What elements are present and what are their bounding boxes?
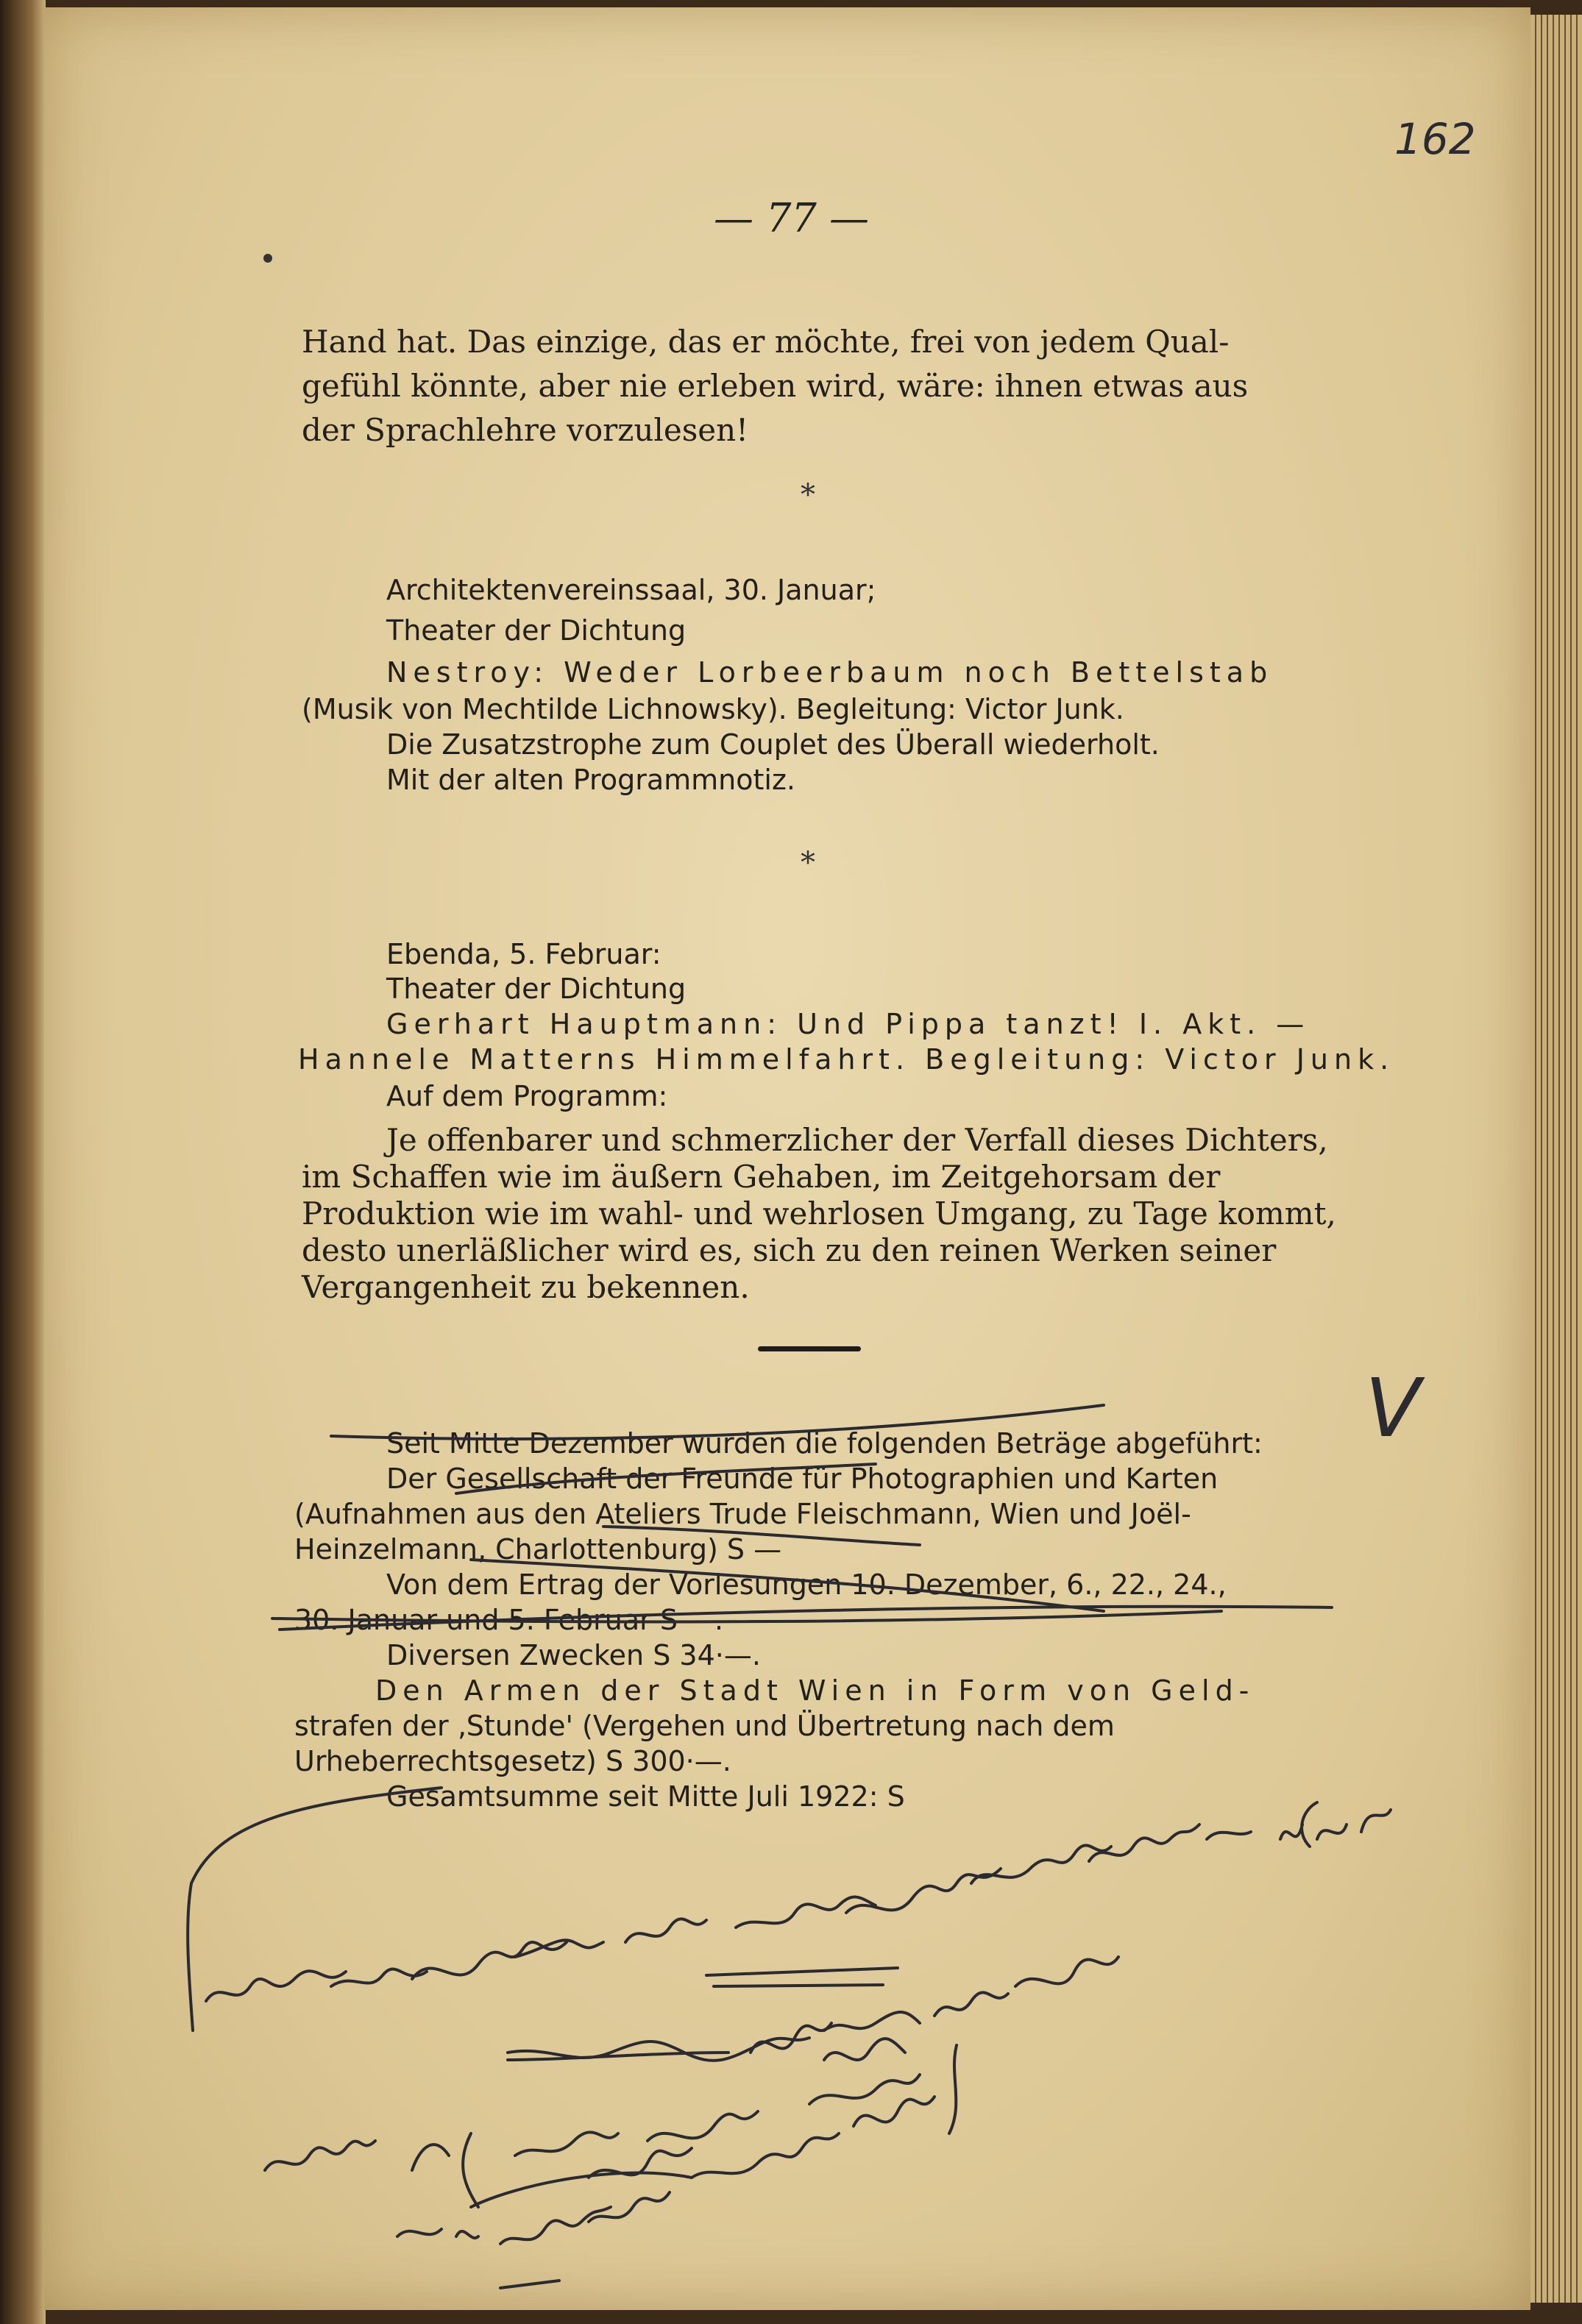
event1-note-2: Mit der alten Programmnotiz. [386,764,795,796]
para1-line-3: der Sprachlehre vorzulesen! [302,412,749,448]
donation-line-8: strafen der ‚Stunde' (Vergehen und Übertretung nach dem [294,1710,1115,1742]
donation-line-1: Der Gesellschaft der Freunde für Photographien und Karten [386,1463,1219,1495]
event2-program: Auf dem Programm: [386,1080,668,1112]
event1-note-1: Die Zusatzstrophe zum Couplet des Überall wiederholt. [386,728,1160,761]
event2-series: Theater der Dichtung [386,973,687,1005]
event1-venue: Architektenvereinssaal, 30. Januar; [386,574,876,606]
section-rule [758,1346,861,1351]
page-number: — 77 — [714,195,870,241]
donation-line-7: Den Armen der Stadt Wien in Form von Geld- [375,1674,1255,1707]
event1-series: Theater der Dichtung [386,614,687,647]
quote-line-2: im Schaffen wie im äußern Gehaben, im Zeitgehorsam der [302,1159,1221,1195]
para1-line-2: gefühl könnte, aber nie erleben wird, wäre: ihnen etwas aus [302,368,1249,404]
donation-line-3: Heinzelmann, Charlottenburg) S — [294,1533,782,1566]
donation-line-5: 30. Januar und 5. Februar S —. [294,1604,724,1636]
donation-line-9: Urheberrechtsgesetz) S 300·—. [294,1745,731,1777]
quote-line-5: Vergangenheit zu bekennen. [302,1269,750,1305]
ink-dot [263,254,272,263]
event2-title-1: Gerhart Hauptmann: Und Pippa tanzt! I. Akt. — [386,1008,1310,1040]
quote-line-3: Produktion wie im wahl- und wehrlosen Umgang, zu Tage kommt, [302,1195,1336,1232]
quote-line-1: Je offenbarer und schmerzlicher der Verfall dieses Dichters, [386,1122,1328,1158]
separator-star-1: * [801,478,815,512]
donations-intro: Seit Mitte Dezember wurden die folgenden Beträge abgeführt: [386,1427,1263,1460]
separator-star-2: * [801,846,815,880]
event2-title-2: Hannele Matterns Himmelfahrt. Begleitung: Victor Junk. [298,1043,1395,1076]
donation-line-2: (Aufnahmen aus den Ateliers Trude Fleischmann, Wien und Joël- [294,1498,1191,1530]
donation-line-4: Von dem Ertrag der Vorlesungen 10. Dezember, 6., 22., 24., [386,1568,1227,1601]
event1-title: Nestroy: Weder Lorbeerbaum noch Bettelstab [386,656,1274,689]
folio-number: 162 [1394,114,1476,164]
margin-checkmark: V [1365,1361,1421,1455]
para1-line-1: Hand hat. Das einzige, das er möchte, frei von jedem Qual- [302,324,1230,360]
quote-line-4: desto unerläßlicher wird es, sich zu den reinen Werken seiner [302,1232,1277,1268]
donation-total: Gesamtsumme seit Mitte Juli 1922: S [386,1780,905,1813]
donation-line-6: Diversen Zwecken S 34·—. [386,1639,761,1671]
event2-venue: Ebenda, 5. Februar: [386,938,661,970]
left-page-edge [0,0,46,2324]
page-edges [1530,15,1582,2303]
event1-music: (Musik von Mechtilde Lichnowsky). Begleitung: Victor Junk. [302,693,1124,725]
